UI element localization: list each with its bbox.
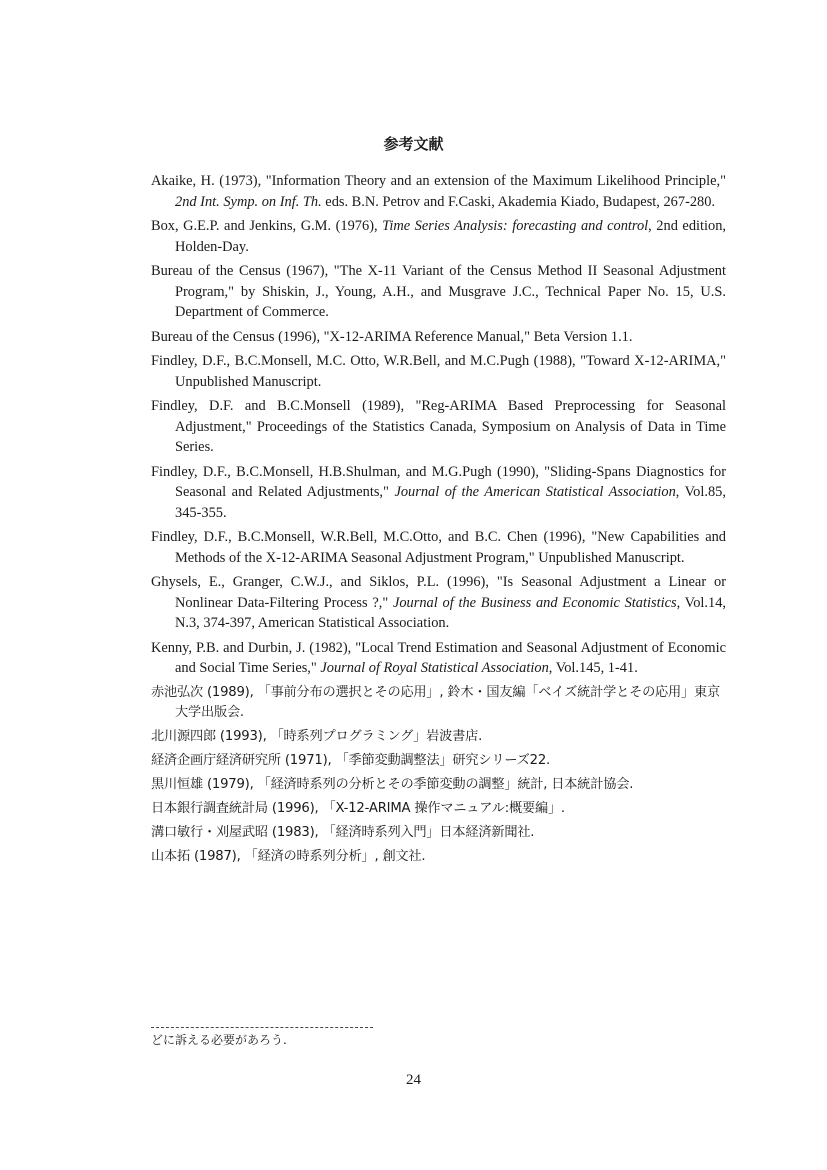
reference-source-title: Journal of the American Statistical Association [394,484,676,500]
reference-text: Ghysels, E., Granger, C.W.J., and Siklos, P.L. (1996), "Is Seasonal Adjustment a Linear or Nonlinear Data-Filtering Process ?," [151,574,726,611]
reference-entry [151,638,726,679]
reference-text: 経済企画庁経済研究所 (1971), 「季節変動調整法」研究シリーズ22. [151,752,551,768]
reference-entry [151,396,726,458]
reference-text: 北川源四郎 (1993), 「時系列プログラミング」岩波書店. [151,728,483,744]
reference-text: Findley, D.F., B.C.Monsell, H.B.Shulman, and M.G.Pugh (1990), "Sliding-Spans Diagnostics for Seasonal and Related Adjustments," [151,463,726,500]
reference-entry [151,327,726,348]
reference-source-title: Time Series Analysis: forecasting and control [382,218,649,234]
reference-entry [151,171,726,212]
reference-entry [151,261,726,323]
reference-source-title: Journal of the Business and Economic Statistics [392,594,677,611]
reference-text: 日本銀行調査統計局 (1996), 「X-12-ARIMA 操作マニュアル:概要編」. [151,800,565,816]
footnote-text: どに訴える必要があろう. [151,1033,287,1047]
reference-text: Findley, D.F., B.C.Monsell, M.C. Otto, W.R.Bell, and M.C.Pugh (1988), "Toward X-12-ARIMA," Unpublished Manuscript. [151,353,726,390]
reference-entry [151,823,726,843]
reference-source-title: 2nd Int. Symp. on Inf. Th. [175,193,322,210]
reference-text: Kenny, P.B. and Durbin, J. (1982), "Local Trend Estimation and Seasonal Adjustment of Economic and Social Time Series," [151,639,726,676]
reference-text: Box, G.E.P. and Jenkins, G.M. (1976), [151,218,383,234]
reference-text: eds. B.N. Petrov and F.Caski, Akademia Kiado, Budapest, 267-280. [321,193,716,210]
reference-text: , Vol.85, 345-355. [175,484,726,521]
reference-source-title: Journal of Royal Statistical Association [320,660,549,676]
reference-text: , Vol.14, N.3, 374-397, American Statistical Association. [175,594,726,631]
reference-entry [151,799,726,819]
reference-entry [151,462,726,524]
reference-text: , 2nd edition, Holden-Day. [175,218,726,255]
reference-entry [151,751,726,771]
reference-entry [151,727,726,747]
reference-text: , Vol.145, 1-41. [548,660,638,676]
reference-list [151,171,726,871]
references-heading: 参考文献 [383,135,444,153]
reference-entry [151,775,726,795]
page-number: 24 [406,1072,421,1088]
reference-text: 赤池弘次 (1989), 「事前分布の選択とその応用」, 鈴木・国友編「ベイズ統計学とその応用」東京大学出版会. [151,684,720,720]
reference-entry [151,847,726,867]
reference-text: 黒川恒雄 (1979), 「経済時系列の分析とその季節変動の調整」統計, 日本統計協会. [151,776,634,792]
reference-entry [151,572,726,634]
reference-entry [151,527,726,568]
reference-text: Bureau of the Census (1967), "The X-11 Variant of the Census Method II Seasonal Adjustment Program," by Shiskin, J., Young, A.H., and Musgrave J.C., Technical Paper No. 15, U.S. Department of Commerce. [151,263,726,320]
reference-text: Findley, D.F., B.C.Monsell, W.R.Bell, M.C.Otto, and B.C. Chen (1996), "New Capabilities and Methods of the X-12-ARIMA Seasonal Adjustment Program," Unpublished Manuscript. [151,529,726,566]
reference-text: Bureau of the Census (1996), "X-12-ARIMA Reference Manual," Beta Version 1.1. [151,328,633,345]
footnote-rule [151,1027,373,1028]
reference-entry [151,683,726,723]
reference-text: Akaike, H. (1973), "Information Theory and an extension of the Maximum Likelihood Principle," [151,173,726,189]
reference-text: Findley, D.F. and B.C.Monsell (1989), "Reg-ARIMA Based Preprocessing for Seasonal Adjustment," Proceedings of the Statistics Canada, Symposium on Analysis of Data in Time Series. [151,398,726,455]
reference-entry [151,351,726,392]
reference-text: 溝口敏行・刈屋武昭 (1983), 「経済時系列入門」日本経済新聞社. [151,824,535,840]
reference-entry [151,216,726,257]
reference-text: 山本拓 (1987), 「経済の時系列分析」, 創文社. [151,848,426,864]
